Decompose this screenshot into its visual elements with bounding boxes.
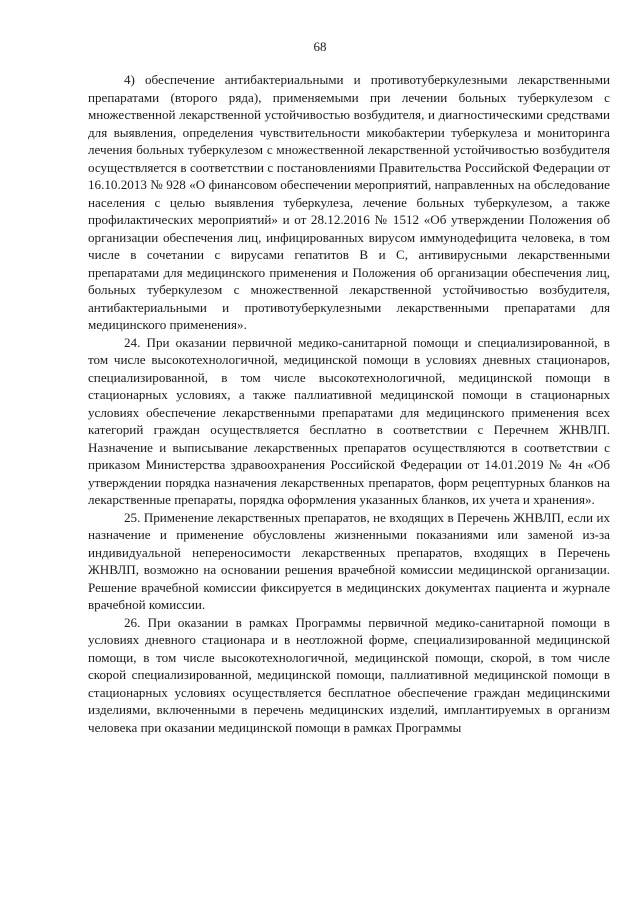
paragraph-26: 26. При оказании в рамках Программы первичной медико-санитарной помощи в условиях дневного стационара и в неотложной форме, специализированной медицинской помощи, в том числе высокотехнологичной, медицинской помощи, скорой, в том числе скорой специализированной, медицинской помощи, паллиативной медицинской помощи в стационарных условиях осуществляется бесплатное обеспечение граждан медицинскими изделиями, включенными в перечень медицинских изделий, имплантируемых в организм человека при оказании медицинской помощи в рамках Программы: [88, 614, 610, 735]
paragraph-item-4: 4) обеспечение антибактериальными и противотуберкулезными лекарственными препаратами (второго ряда), применяемыми при лечении больных туберкулезом с множественной лекарственной устойчивостью возбудителя, и диагностическими средствами для выявления, определения чувствительности микобактерии туберкулеза и мониторинга лечения больных туберкулезом с множественной лекарственной устойчивостью возбудителя осуществляется в соответствии с постановлениями Правительства Российской Федерации от 16.10.2013 № 928 «О финансовом обеспечении мероприятий, направленных на обследование населения с целью выявления туберкулеза, лечение больных туберкулезом, а также профилактических мероприятий» и от 28.12.2016 № 1512 «Об утверждении Положения об организации обеспечения лиц, инфицированных вирусом иммунодефицита человека, в том числе в сочетании с вирусами гепатитов B и C, антивирусными лекарственными препаратами для медицинского применения и Положения об организации обеспечения лиц, больных туберкулезом с множественной лекарственной устойчивостью возбудителя, антибактериальными и противотуберкулезными лекарственными препаратами для медицинского применения».: [88, 72, 610, 332]
document-body: [88, 71, 610, 736]
paragraph-24: 24. При оказании первичной медико-санитарной помощи и специализированной, в том числе высокотехнологичной, медицинской помощи в условиях дневных стационаров, специализированной, в том числе высокотехнологичной, медицинской помощи в стационарных условиях, а также паллиативной медицинской помощи в стационарных условиях обеспечение лекарственными препаратами для медицинского применения всех категорий граждан осуществляется бесплатно в соответствии с Перечнем ЖНВЛП. Назначение и выписывание лекарственных препаратов осуществляются в соответствии с приказом Министерства здравоохранения Российской Федерации от 14.01.2019 № 4н «Об утверждении порядка назначения лекарственных препаратов, форм рецептурных бланков на лекарственные препараты, порядка оформления указанных бланков, их учета и хранения».: [88, 334, 610, 507]
page-number: 68: [313, 39, 327, 54]
paragraph-25: 25. Применение лекарственных препаратов, не входящих в Перечень ЖНВЛП, если их назначение и применение обусловлены жизненными показаниями или заменой из-за индивидуальной непереносимости лекарственных препаратов, входящих в Перечень ЖНВЛП, возможно на основании решения врачебной комиссии медицинской организации. Решение врачебной комиссии фиксируется в медицинских документах пациента и журнале врачебной комиссии.: [88, 509, 610, 612]
